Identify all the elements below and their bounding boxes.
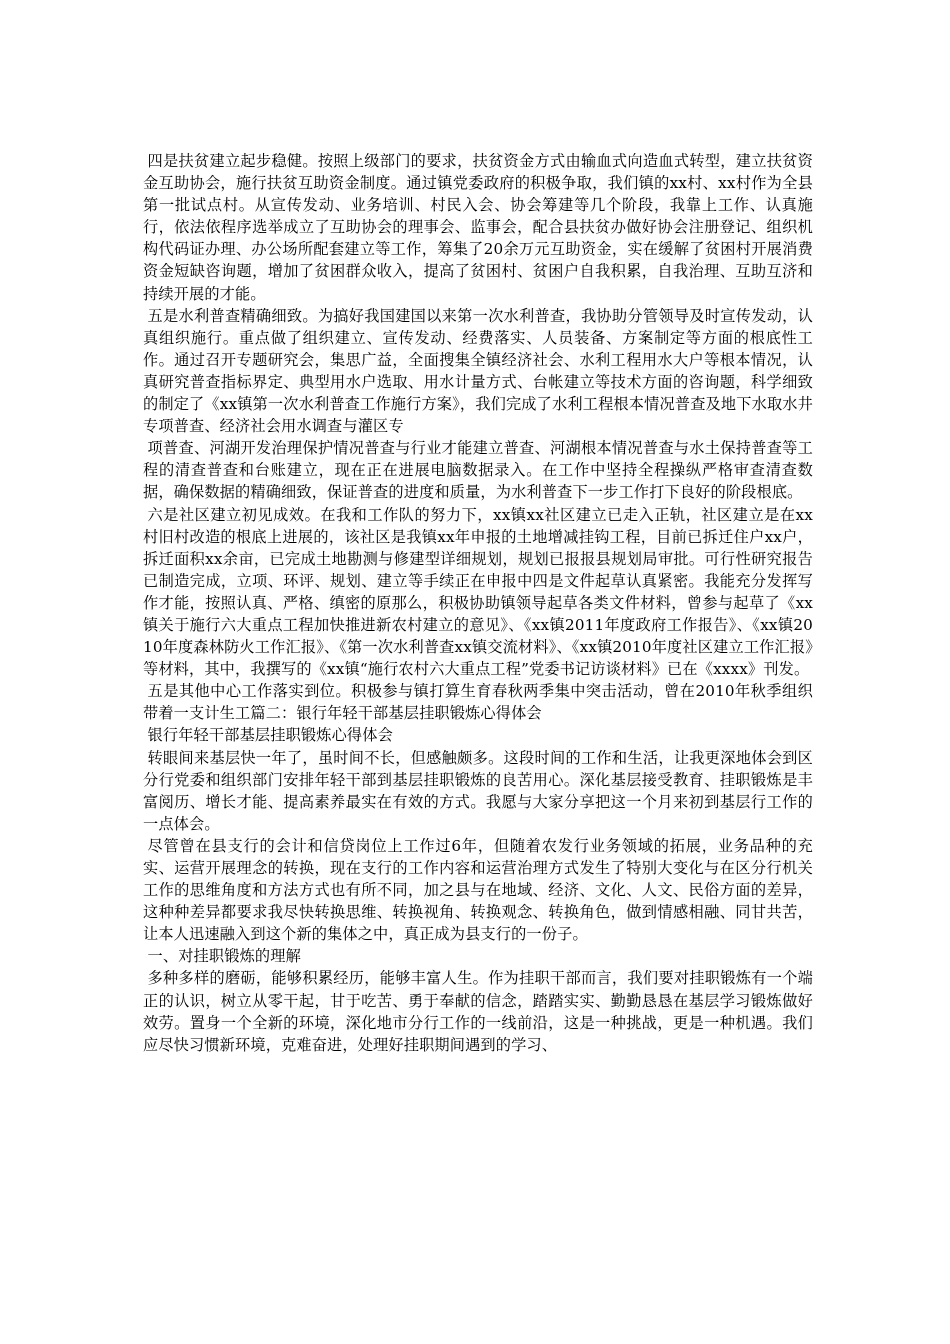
paragraph-water-census-continued: 项普查、河湖开发治理保护情况普查与行业才能建立普查、河湖根本情况普查与水土保持普查等工程的清查普查和台账建立，现在正在进展电脑数据录入。在工作中坚持全程操纵严格审查清查数据，确保数据的精确细致，保证普查的进度和质量，为水利普查下一步工作打下良好的阶段根底。 xyxy=(143,439,813,502)
paragraph-poverty-alleviation: 四是扶贫建立起步稳健。按照上级部门的要求，扶贫资金方式由输血式向造血式转型，建立扶贫资金互助协会，施行扶贫互助资金制度。通过镇党委政府的积极争取，我们镇的xx村、xx村作为全县第一批试点村。从宣传发动、业务培训、村民入会、协会筹建等几个阶段，我靠上工作、认真施行，依法依程序选举成立了互助协会的理事会、监事会，配合县扶贫办做好协会注册登记、组织机构代码证办理、办公场所配套建立等工作，筹集了20余万元互助资金，实在缓解了贫困村开展消费资金短缺咨询题，增加了贫困群众收入，提高了贫困村、贫困户自我积累，自我治理、互助互济和持续开展的才能。 xyxy=(143,152,813,303)
subsection-heading: 一、对挂职锻炼的理解 xyxy=(147,947,301,966)
paragraph-intro: 转眼间来基层快一年了，虽时间不长，但感触颇多。这段时间的工作和生活，让我更深地体会到区分行党委和组织部门安排年轻干部到基层挂职锻炼的良苦用心。深化基层接受教育、挂职锻炼是丰富阅历、增长才能、提高素养最实在有效的方式。我愿与大家分享把这一个月来初到基层行工作的一点体会。 xyxy=(143,748,813,833)
paragraph-other-work: 五是其他中心工作落实到位。积极参与镇打算生育春秋两季集中突击活动，曾在2010年秋季组织带着一支计生工篇二：银行年轻干部基层挂职锻炼心得体会 xyxy=(143,682,813,723)
paragraph-experience: 尽管曾在县支行的会计和信贷岗位上工作过6年，但随着农发行业务领域的拓展，业务品种的充实、运营开展理念的转换，现在支行的工作内容和运营治理方式发生了特别大变化与在区分行机关工作的思维角度和方法方式也有所不同，加之县与在地域、经济、文化、人文、民俗方面的差异，这种种差异都要求我尽快转换思维、转换视角、转换观念、转换角色，做到情感相融、同甘共苦，让本人迅速融入到这个新的集体之中，真正成为县支行的一份子。 xyxy=(143,836,813,944)
section-title: 银行年轻干部基层挂职锻炼心得体会 xyxy=(147,726,393,745)
paragraph-community-building: 六是社区建立初见成效。在我和工作队的努力下，xx镇xx社区建立已走入正轨，社区建立是在xx村旧村改造的根底上进展的，该社区是我镇xx年申报的土地增减挂钩工程，目前已拆迁住户xx户，拆迁面积xx余亩，已完成土地勘测与修建型详细规划，规划已报报县规划局审批。可行性研究报告已制造完成，立项、环评、规划、建立等手续正在申报中四是文件起草认真紧密。我能充分发挥写作才能，按照认真、严格、缜密的原那么，积极协助镇领导起草各类文件材料，曾参与起草了《xx镇关于施行六大重点工程加快推进新农村建立的意见》、《xx镇2011年度政府工作报告》、《xx镇2010年度森林防火工作汇报》、《第一次水利普查xx镇交流材料》、《xx镇2010年度社区建立工作汇报》等材料，其中，我撰写的《xx镇“施行农村六大重点工程”党委书记访谈材料》已在《xxxx》刊发。 xyxy=(143,505,813,679)
document-body xyxy=(143,150,813,1056)
paragraph-understanding: 多种多样的磨砺，能够积累经历，能够丰富人生。作为挂职干部而言，我们要对挂职锻炼有一个端正的认识，树立从零干起，甘于吃苦、勇于奉献的信念，踏踏实实、勤勤恳恳在基层学习锻炼做好效劳。置身一个全新的环境，深化地市分行工作的一线前沿，这是一种挑战，更是一种机遇。我们应尽快习惯新环境，克难奋进，处理好挂职期间遇到的学习、 xyxy=(143,969,813,1054)
paragraph-water-census: 五是水利普查精确细致。为搞好我国建国以来第一次水利普查，我协助分管领导及时宣传发动，认真组织施行。重点做了组织建立、宣传发动、经费落实、人员装备、方案制定等方面的根底性工作。通过召开专题研究会，集思广益，全面搜集全镇经济社会、水利工程用水大户等根本情况，认真研究普查指标界定、典型用水户选取、用水计量方式、台帐建立等技术方面的咨询题，科学细致的制定了《xx镇第一次水利普查工作施行方案》，我们完成了水利工程根本情况普查及地下水取水井专项普查、经济社会用水调查与灌区专 xyxy=(143,306,813,436)
